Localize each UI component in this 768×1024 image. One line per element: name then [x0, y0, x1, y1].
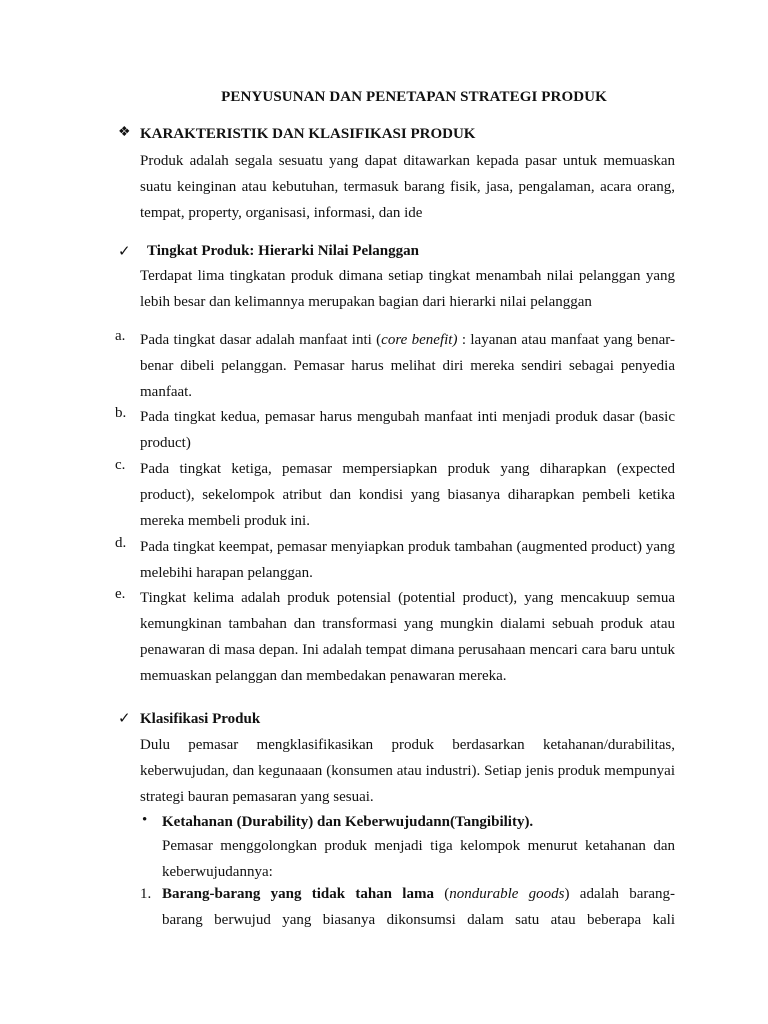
list-item-a-term: core benefit): [381, 332, 458, 348]
list-label-d: d.: [115, 535, 127, 551]
numbered-item-1-line-2: barang berwujud yang biasanya dikonsumsi dalam satu atau beberapa kali: [162, 912, 675, 928]
list-label-c: c.: [115, 457, 126, 473]
paragraph-definisi-produk: Produk adalah segala sesuatu yang dapat ditawarkan kepada pasar untuk memuaskan suatu keinginan atau kebutuhan, termasuk barang fisik, jasa, pengalaman, acara orang, tempat, property, organisasi, informasi, dan ide: [140, 153, 675, 221]
list-item-e: Tingkat kelima adalah produk potensial (potential product), yang mencakuup semua kemungkinan tambahan dan transformasi yang mungkin dialami sebuah produk atau penawaran di masa depan. Ini adalah tempat dimana perusahaan mencari cara baru untuk memuaskan pelanggan dan membedakan penawaran mereka.: [140, 590, 675, 684]
numbered-item-1-line-1: [162, 881, 675, 907]
list-item-a-text-start: Pada tingkat dasar adalah manfaat inti (: [140, 332, 382, 348]
paragraph-tingkatan-produk: Terdapat lima tingkatan produk dimana setiap tingkat menambah nilai pelanggan yang lebih besar dan kelimannya merupakan bagian dari hierarki nilai pelanggan: [140, 268, 675, 310]
numbered-label-1: 1.: [140, 886, 152, 902]
numbered-item-1-paren-close: ) adalah barang-: [564, 886, 676, 902]
list-item-a: [140, 327, 675, 405]
paragraph-ketahanan: Pemasar menggolongkan produk menjadi tiga kelompok menurut ketahanan dan keberwujudannya:: [162, 838, 675, 880]
page-title: PENYUSUNAN DAN PENETAPAN STRATEGI PRODUK: [221, 89, 607, 105]
section-heading-tingkat-produk: Tingkat Produk: Hierarki Nilai Pelanggan: [147, 243, 419, 259]
paragraph-klasifikasi: Dulu pemasar mengklasifikasikan produk berdasarkan ketahanan/durabilitas, keberwujudan, dan kegunaaan (konsumen atau industri). Setiap jenis produk mempunyai strategi bauran pemasaran yang sesuai.: [140, 737, 675, 805]
section-heading-karakteristik: KARAKTERISTIK DAN KLASIFIKASI PRODUK: [140, 126, 476, 142]
list-item-d: Pada tingkat keempat, pemasar menyiapkan produk tambahan (augmented product) yang melebihi harapan pelanggan.: [140, 539, 675, 581]
checkmark-icon: ✓: [118, 711, 131, 727]
numbered-item-1-term-english: nondurable goods: [449, 886, 565, 902]
list-label-a: a.: [115, 328, 126, 344]
subheading-ketahanan: Ketahanan (Durability) dan Keberwujudann(Tangibility).: [162, 814, 534, 830]
round-bullet-icon: •: [142, 812, 148, 828]
numbered-item-1-paren-open: (: [433, 886, 450, 902]
section-heading-klasifikasi: Klasifikasi Produk: [140, 711, 261, 727]
diamond-bullet-icon: ❖: [118, 125, 131, 140]
list-label-e: e.: [115, 586, 126, 602]
list-item-a-text-end: : layanan atau manfaat yang benar-benar dibeli pelanggan. Pemasar harus melihat diri mereka sendiri sebagai penyedia manfaat.: [140, 332, 675, 400]
numbered-item-1-term: Barang-barang yang tidak tahan lama: [162, 886, 434, 902]
list-item-b: Pada tingkat kedua, pemasar harus mengubah manfaat inti menjadi produk dasar (basic product): [140, 409, 675, 451]
list-label-b: b.: [115, 405, 127, 421]
checkmark-icon: ✓: [118, 244, 131, 260]
list-item-c: Pada tingkat ketiga, pemasar mempersiapkan produk yang diharapkan (expected product), sekelompok atribut dan kondisi yang biasanya diharapkan pembeli ketika mereka membeli produk ini.: [140, 461, 675, 529]
